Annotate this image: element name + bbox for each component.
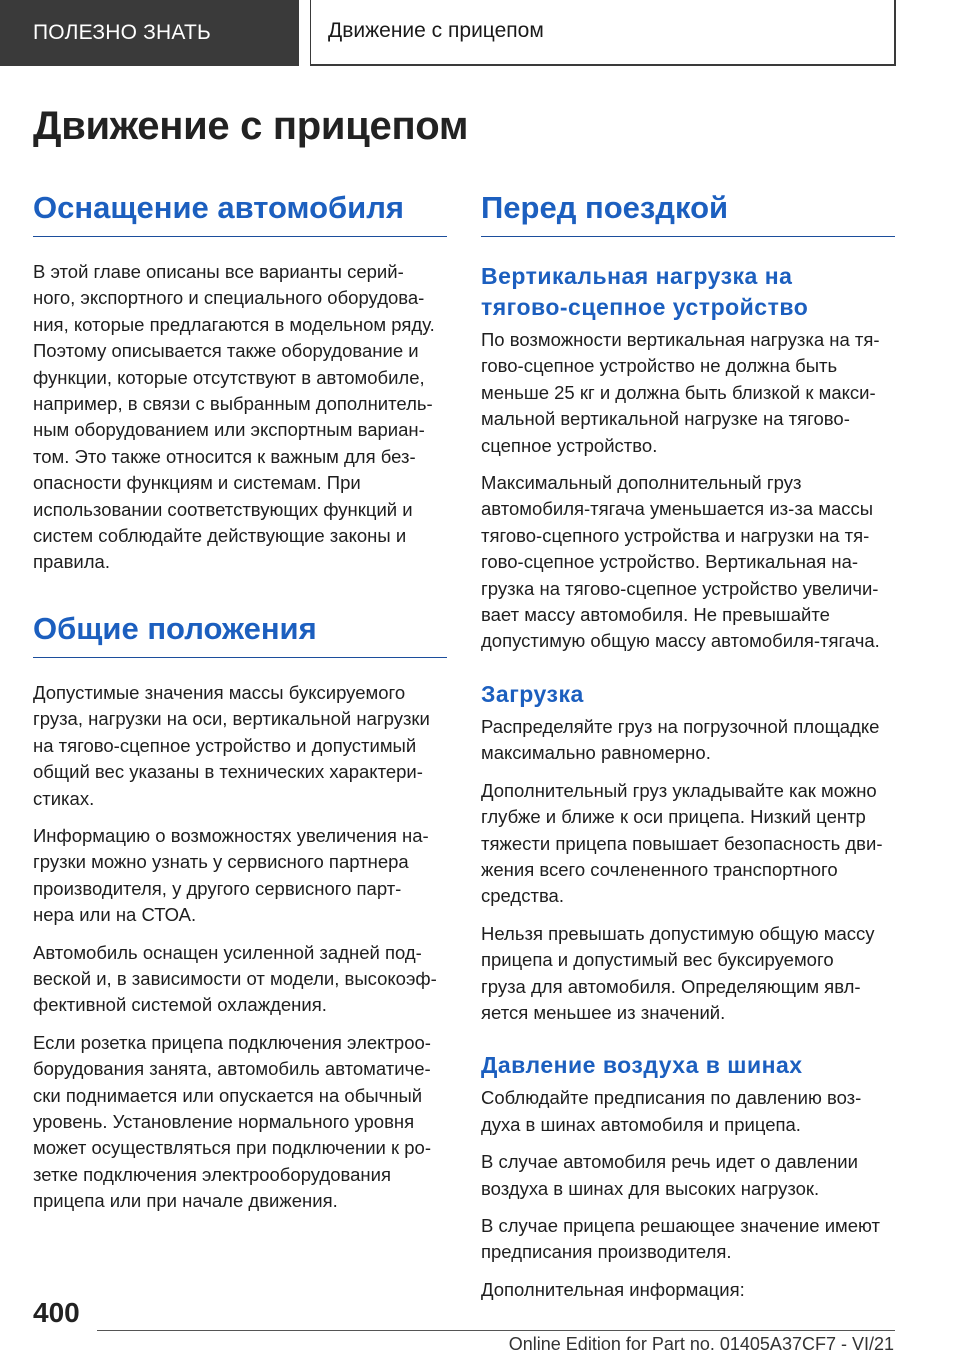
paragraph: В этой главе описаны все варианты серий- ного, экспортного и специального оборудова- ния, которые предлагаются в модельном ряду. Поэтому описывается также оборудование и функции, которые отсутствуют в автомобиле, например, в связи с выбранным дополнитель- ным оборудованием или экспортным вариан- том. Это также относится к важным для без- опасности функциям и системам. При использовании соответствующих функций и систем соблюдайте действующие законы и правила. xyxy=(33,261,435,573)
paragraph: По возможности вертикальная нагрузка на тя- гово-сцепное устройство не должна быть меньше 25 кг и должна быть близкой к макси- мальной вертикальной нагрузке на тягово- сцепное устройство. xyxy=(481,329,880,456)
edition-info: Online Edition for Part no. 01405A37CF7 - VI/21 xyxy=(508,1334,894,1354)
paragraph: В случае автомобиля речь идет о давлении воздуха в шинах для высоких нагрузок. xyxy=(481,1151,858,1199)
subheading-loading: Загрузка xyxy=(481,680,584,707)
left-column xyxy=(33,188,447,1215)
subheading-tire-pressure: Давление воздуха в шинах xyxy=(481,1052,803,1079)
section-heading-general: Общие положения xyxy=(33,609,447,658)
footer-divider xyxy=(97,1330,895,1331)
chapter-tab: Движение с прицепом xyxy=(310,0,896,66)
paragraph: Распределяйте груз на погрузочной площадке максимально равномерно. xyxy=(481,715,880,764)
paragraph: Дополнительный груз укладывайте как можно глубже и ближе к оси прицепа. Низкий центр тяжести прицепа повышает безопасность дви- жения всего сочлененного транспортного средства. xyxy=(481,779,883,907)
paragraph: В случае прицепа решающее значение имеют предписания производителя. xyxy=(481,1214,880,1263)
section-heading-equipment: Оснащение автомобиля xyxy=(33,188,447,237)
paragraph: Автомобиль оснащен усиленной задней под- веской и, в зависимости от модели, высокоэф- фективной системой охлаждения. xyxy=(33,941,437,1016)
section-heading-before-trip: Перед поездкой xyxy=(481,188,895,237)
paragraph: Нельзя превышать допустимую общую массу прицепа и допустимый вес буксируемого груза для автомобиля. Определяющим явл- яется меньшее из значений. xyxy=(481,922,875,1023)
paragraph: Соблюдайте предписания по давлению воз- духа в шинах автомобиля и прицепа. xyxy=(481,1087,862,1135)
paragraph: Дополнительная информация: xyxy=(481,1278,745,1300)
page-title: Движение с прицепом xyxy=(33,104,469,148)
paragraph: Допустимые значения массы буксируемого груза, нагрузки на оси, вертикальной нагрузки на тягово-сцепное устройство и допустимый общий вес указаны в технических характери- стиках. xyxy=(33,681,430,809)
right-column xyxy=(481,188,895,1303)
paragraph: Если розетка прицепа подключения электроо- борудования занята, автомобиль автоматиче- ски поднимается или опускается на обычный уровень. Установление нормального уровня может осуществляться при подключении к ро- зетке подключения электрооборудования прицепа или при начале движения. xyxy=(33,1031,431,1212)
page-header xyxy=(0,0,960,66)
page-number: 400 xyxy=(33,1297,80,1328)
paragraph: Максимальный дополнительный груз автомобиля-тягача уменьшается из-за массы тягово-сцепного устройства и нагрузки на тя- гово-сцепное устройство. Вертикальная на- грузка на тягово-сцепное устройство увеличи- вает массу автомобиля. Не превышайте допустимую общую массу автомобиля-тягача. xyxy=(481,472,880,652)
subheading-vertical-load: Вертикальная нагрузка на тягово-сцепное устройство xyxy=(481,263,809,320)
paragraph: Информацию о возможностях увеличения на- грузки можно узнать у сервисного партнера производителя, у другого сервисного парт- нера или на СТОА. xyxy=(33,824,429,926)
section-tab: ПОЛЕЗНО ЗНАТЬ xyxy=(0,0,299,66)
